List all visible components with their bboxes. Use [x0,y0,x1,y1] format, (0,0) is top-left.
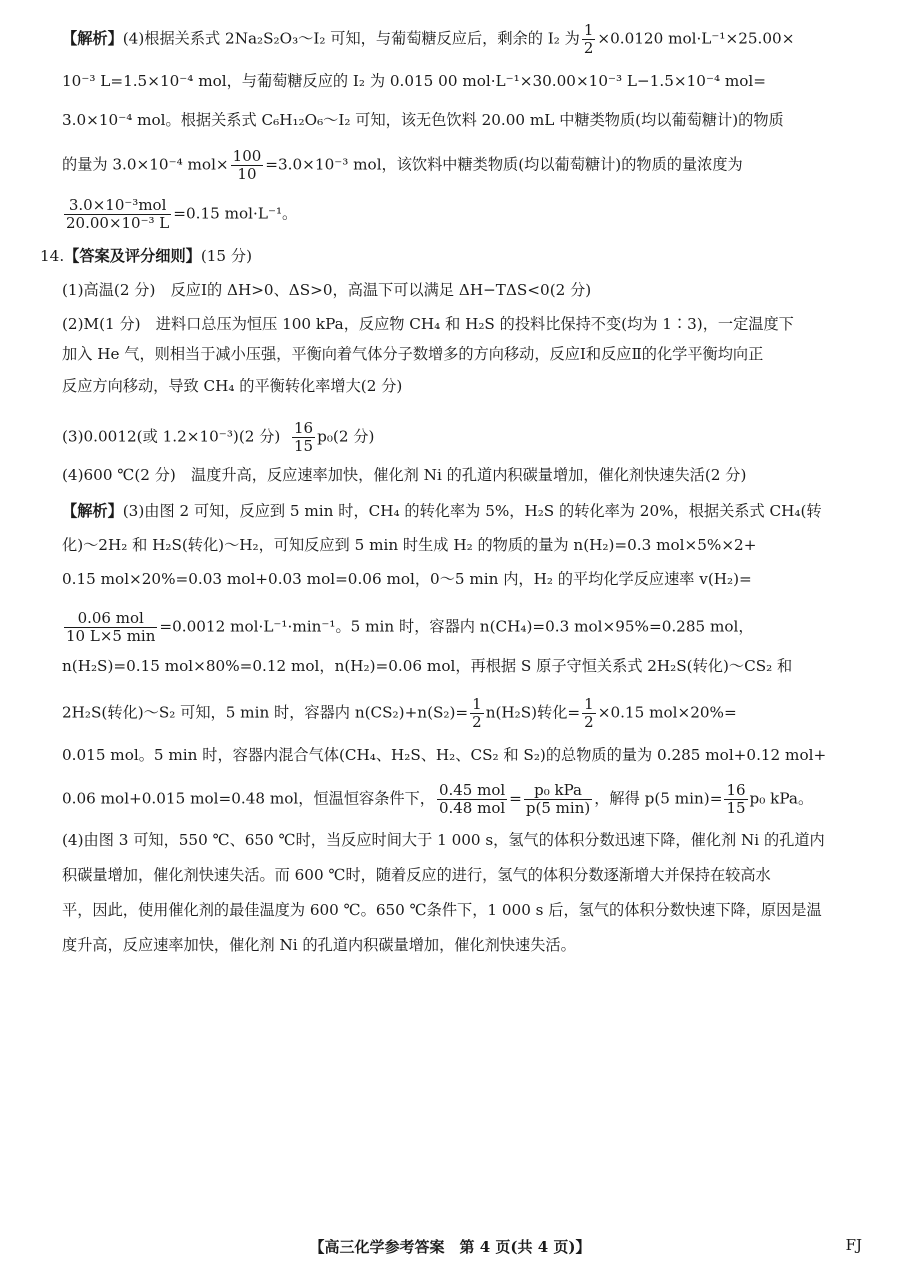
text: (3)由图 2 可知，反应到 5 min 时，CH₄ 的转化率为 5%，H₂S 的转化率为 20%，根据关系式 CH₄(转 [122,502,822,520]
answer-3 [62,420,374,455]
footer-code: FJ [845,1236,862,1254]
answer-heading: 【答案及评分细则】 [64,247,201,265]
denominator: 2 [584,713,594,731]
fraction [524,782,592,817]
analysis-line-1 [62,22,794,57]
text: =0.15 mol·L⁻¹。 [173,204,298,223]
analysis2-line-7: 0.015 mol。5 min 时，容器内混合气体(CH₄、H₂S、H₂、CS₂ 和 S₂)的总物质的量为 0.285 mol+0.12 mol+ [62,746,827,764]
text: ，解得 p(5 min)= [594,789,723,808]
analysis2-line-4 [62,610,754,645]
denominator: 2 [472,713,482,731]
analysis2-line-8 [62,782,813,817]
numerator: 0.45 mol [438,781,506,799]
numerator: 16 [294,419,314,437]
fraction [470,696,484,731]
fraction [582,22,596,57]
text: 0.06 mol+0.015 mol=0.48 mol，恒温恒容条件下， [62,789,435,808]
answer-2-cont: 反应方向移动，导致 CH₄ 的平衡转化率增大(2 分) [62,377,403,395]
analysis3-line-3: 平，因此，使用催化剂的最佳温度为 600 ℃。650 ℃条件下，1 000 s 后，氢气的体积分数快速下降，原因是温 [62,901,822,919]
answer-2: (2)M(1 分) 进料口总压为恒压 100 kPa，反应物 CH₄ 和 H₂S 的投料比保持不变(均为 1∶3)，一定温度下 [62,315,794,333]
denominator: 15 [726,799,746,817]
numerator: 3.0×10⁻³mol [64,197,171,215]
question-number: 14. [40,247,65,265]
text: =0.0012 mol·L⁻¹·min⁻¹。5 min 时，容器内 n(CH₄)=0.3 mol×95%=0.285 mol， [159,617,754,636]
denominator: 15 [294,437,314,455]
text: 的量为 3.0×10⁻⁴ mol× [62,155,229,174]
text: 2H₂S(转化)～S₂ 可知，5 min 时，容器内 n(CS₂)+n(S₂)= [62,703,469,722]
numerator: p₀ kPa [524,782,592,800]
analysis3-line-1: (4)由图 3 可知，550 ℃、650 ℃时，当反应时间大于 1 000 s，氢气的体积分数迅速下降，催化剂 Ni 的孔道内 [62,831,825,849]
fraction [292,420,315,455]
analysis2-line-2: 化)～2H₂ 和 H₂S(转化)～H₂，可知反应到 5 min 时生成 H₂ 的物质的量为 n(H₂)=0.3 mol×5%×2+ [62,536,757,554]
analysis-line-5 [62,197,297,232]
answer-1: (1)高温(2 分) 反应Ⅰ的 ΔH>0、ΔS>0，高温下可以满足 ΔH−TΔS<0(2 分) [62,281,592,299]
analysis2-line-5: n(H₂S)=0.15 mol×80%=0.12 mol，n(H₂)=0.06 mol，再根据 S 原子守恒关系式 2H₂S(转化)～CS₂ 和 [62,657,793,675]
analysis-tag: 【解析】 [62,502,123,520]
text: p₀ kPa。 [749,789,814,808]
denominator: 20.00×10⁻³ L [66,214,170,232]
numerator: 1 [472,695,482,713]
analysis2-line-1 [62,501,822,521]
denominator: 10 [237,165,257,183]
question-14-header [40,246,252,266]
analysis3-line-4: 度升高，反应速率加快，催化剂 Ni 的孔道内积碳量增加，催化剂快速失活。 [62,936,576,954]
numerator: 1 [583,21,594,39]
numerator: 1 [584,695,594,713]
fraction [582,696,596,731]
fraction [64,610,157,645]
fraction [437,782,507,817]
analysis3-line-2: 积碳量增加，催化剂快速失活。而 600 ℃时，随着反应的进行，氢气的体积分数逐渐增大并保持在较高水 [62,866,771,884]
denominator: 2 [583,39,594,57]
analysis-line-4 [62,148,743,183]
text: (3)0.0012(或 1.2×10⁻³)(2 分) [62,427,281,446]
text: ×0.15 mol×20%= [597,703,737,722]
numerator: 0.06 mol [64,610,157,628]
analysis-line-3: 3.0×10⁻⁴ mol。根据关系式 C₆H₁₂O₆～I₂ 可知，该无色饮料 20.00 mL 中糖类物质(均以葡萄糖计)的物质 [62,111,784,129]
analysis2-line-6 [62,696,737,731]
analysis2-line-3: 0.15 mol×20%=0.03 mol+0.03 mol=0.06 mol，0～5 min 内，H₂ 的平均化学反应速率 v(H₂)= [62,570,752,588]
text: p₀(2 分) [317,427,375,446]
denominator: p(5 min) [525,799,591,817]
numerator: 100 [232,147,262,165]
text: (4)根据关系式 2Na₂S₂O₃～I₂ 可知，与葡萄糖反应后，剩余的 I₂ 为 [122,29,580,48]
text: n(H₂S)转化= [485,703,581,722]
denominator: 10 L×5 min [66,627,156,645]
answer-2-cont: 加入 He 气，则相当于减小压强，平衡向着气体分子数增多的方向移动，反应Ⅰ和反应Ⅱ的化学平衡均向正 [62,345,764,363]
page-footer: 【高三化学参考答案 第 4 页(共 4 页)】 [309,1238,591,1256]
fraction [724,782,747,817]
numerator: 16 [726,781,746,799]
text: =3.0×10⁻³ mol，该饮料中糖类物质(均以葡萄糖计)的物质的量浓度为 [265,155,743,174]
denominator: 0.48 mol [438,799,506,817]
score: (15 分) [200,247,253,265]
answer-4: (4)600 ℃(2 分) 温度升高，反应速率加快，催化剂 Ni 的孔道内积碳量增加，催化剂快速失活(2 分) [62,466,747,484]
fraction [231,148,264,183]
analysis-tag: 【解析】 [62,29,123,48]
text: ×0.0120 mol·L⁻¹×25.00× [597,29,795,48]
analysis-line-2: 10⁻³ L=1.5×10⁻⁴ mol，与葡萄糖反应的 I₂ 为 0.015 00 mol·L⁻¹×30.00×10⁻³ L−1.5×10⁻⁴ mol= [62,72,767,90]
text: = [509,789,522,808]
fraction [64,197,171,232]
